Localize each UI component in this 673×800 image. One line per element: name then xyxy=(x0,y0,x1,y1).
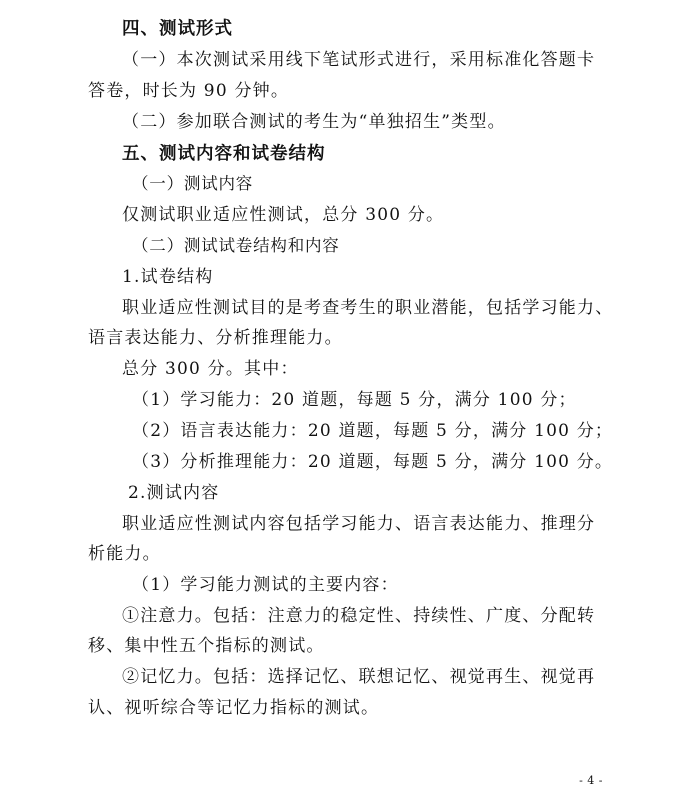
paragraph-memory-line-1: ②记忆力。包括：选择记忆、联想记忆、视觉再生、视觉再 xyxy=(122,667,596,687)
section-title-test-form: 四、测试形式 xyxy=(122,19,233,39)
paragraph-learning-ability-title: （1）学习能力测试的主要内容： xyxy=(132,575,399,595)
paragraph-structure-line-1: 职业适应性测试目的是考查考生的职业潜能，包括学习能力、 xyxy=(122,298,614,318)
paragraph-form-1-line-1: （一）本次测试采用线下笔试形式进行，采用标准化答题卡 xyxy=(122,50,596,70)
list-item-language-expression: （2）语言表达能力：20 道题，每题 5 分，满分 100 分； xyxy=(132,421,614,441)
list-item-analytical-reasoning: （3）分析推理能力：20 道题，每题 5 分，满分 100 分。 xyxy=(132,452,614,472)
subsection-title-test-content: 2.测试内容 xyxy=(128,483,220,503)
subheading-test-content: （一）测试内容 xyxy=(132,174,254,193)
subsection-title-paper-structure: 1.试卷结构 xyxy=(122,267,214,287)
paragraph-form-2: （二）参加联合测试的考生为“单独招生”类型。 xyxy=(122,112,506,132)
paragraph-total-score: 总分 300 分。其中： xyxy=(122,359,299,379)
page-number: - 4 - xyxy=(579,774,603,787)
paragraph-structure-line-2: 语言表达能力、分析推理能力。 xyxy=(88,328,343,348)
paragraph-memory-line-2: 认、视听综合等记忆力指标的测试。 xyxy=(88,698,380,718)
paragraph-attention-line-1: ①注意力。包括：注意力的稳定性、持续性、广度、分配转 xyxy=(122,606,596,626)
paragraph-test-content-line-1: 职业适应性测试内容包括学习能力、语言表达能力、推理分 xyxy=(122,514,596,534)
paragraph-attention-line-2: 移、集中性五个指标的测试。 xyxy=(88,636,325,656)
paragraph-test-content-text: 仅测试职业适应性测试，总分 300 分。 xyxy=(122,205,445,225)
paragraph-test-content-line-2: 析能力。 xyxy=(88,544,161,564)
list-item-learning-ability: （1）学习能力：20 道题，每题 5 分，满分 100 分； xyxy=(132,390,577,410)
subheading-paper-structure-content: （二）测试试卷结构和内容 xyxy=(132,236,340,255)
section-title-test-content-structure: 五、测试内容和试卷结构 xyxy=(122,144,326,164)
paragraph-form-1-line-2: 答卷，时长为 90 分钟。 xyxy=(88,81,290,101)
